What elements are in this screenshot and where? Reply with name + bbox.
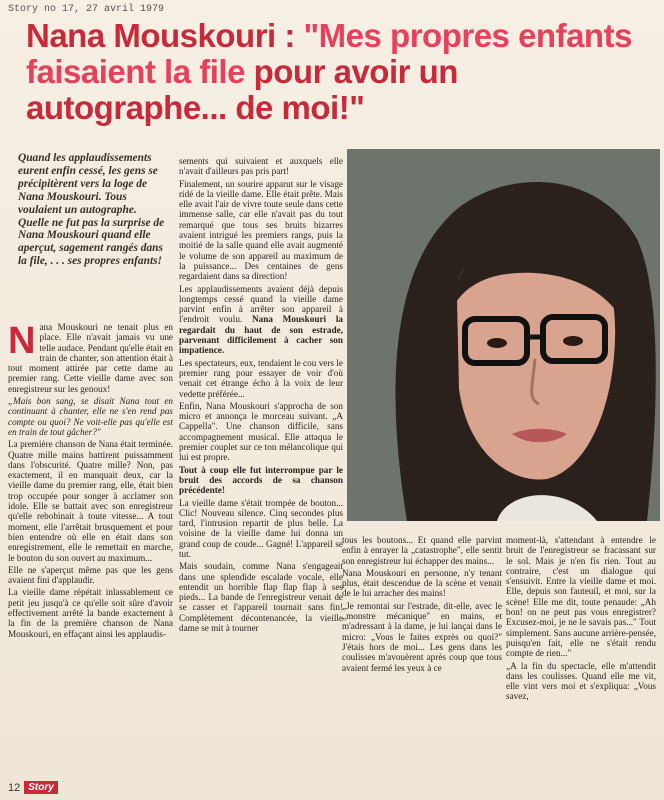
column-2 <box>179 156 343 635</box>
col4-p1: moment-là, s'attendant à entendre le bruit de l'enregistreur se fracassant sur le sol. Mais je n'en fis rien. Tout au contraire, c'est un dialogue qui s'ensuivit. Entre la vieille dame et moi. Elle, depuis son fauteuil, et moi, sur la scène! Elle me dit, toute penaude: „Ah bon! on ne peut pas vous enregistrer? Excusez-moi, je ne le savais pas..." Tout simplement. Sans aucune arrière-pensée, puisqu'en fait, elle ne s'était rendu compte de rien..." <box>506 535 656 659</box>
headline <box>26 18 658 126</box>
col2-p5: Enfin, Nana Mouskouri s'approcha de son micro et annonça le morceau suivant. „A Cappella". Une chanson difficile, sans accompagnement musical. Elle attaqua le premier couplet sur ce ton mélancolique qui lui est propre. <box>179 400 343 463</box>
headline-quote-part2: pour avoir un autographe... de moi!" <box>26 53 458 126</box>
col2-p4: Les spectateurs, eux, tendaient le cou vers le premier rang pour essayer de voir d'où venait cet étrange écho à la voix de leur vedette préférée... <box>179 357 343 399</box>
col2-p1: sements qui suivaient et auxquels elle n'avait d'ailleurs pas pris part! <box>179 156 343 177</box>
col3-p2: Nana Mouskouri en personne, n'y tenant plus, était descendue de la scène et venait de le lui arracher des mains! <box>342 567 502 599</box>
page-number: 12 <box>8 781 21 794</box>
portrait-photo <box>347 149 660 521</box>
column-3 <box>342 535 502 675</box>
portrait-illustration <box>347 149 660 521</box>
col1-p1: ana Mouskouri ne tenait plus en place. Elle n'avait jamais vu une telle audace. Pendant qu'elle était en train de chanter, son attention était à tout moment attirée par cette dame au premier rang. Cette vieille dame avec son enregistreur sur les genoux! <box>8 322 173 394</box>
story-logo: Story <box>24 781 58 794</box>
col2-p3-bold: Nana Mouskouri la regardait du haut de son estrade, parvenant difficilement à cacher son impatience. <box>179 314 343 356</box>
issue-line: Story no 17, 27 avril 1979 <box>8 4 165 15</box>
headline-name: Nana Mouskouri : <box>26 17 295 54</box>
column-1 <box>8 322 173 641</box>
column-4 <box>506 535 656 704</box>
col2-p8: Mais soudain, comme Nana s'engageait dans une splendide escalade vocale, elle entendit un horrible flap flap flap à ses pieds... La bande de l'enregistreur venait de se casser et l'appareil tournait sans fin! Complètement décontenancée, la vieille dame se mit à tourner <box>179 561 343 634</box>
drop-cap: N <box>8 320 36 362</box>
headline-quote-part1: "Mes propres enfants faisaient la file <box>26 17 632 90</box>
col2-p7: La vieille dame s'était trompée de bouton... Clic! Nouveau silence. Cinq secondes plus tard, l'intrusion repartit de plus belle. La voisine de la vieille dame lui donna un grand coup de coude... Gagné! L'appareil se tut. <box>179 497 343 559</box>
col3-p1: tous les boutons... Et quand elle parvint enfin à enrayer la „catastrophe", elle sentit son enregistreur lui échapper des mains... <box>342 535 502 566</box>
col4-p2: „A la fin du spectacle, elle m'attendit dans les coulisses. Quand elle me vit, elle vint vers moi et s'expliqua: „Vous savez, <box>506 660 656 702</box>
intro-paragraph: Quand les applaudissements eurent enfin cessé, les gens se précipitèrent vers la loge de Nana Mouskouri. Tous voulaient un autographe. Quelle ne fut pas la surprise de Nana Mouskouri quand elle aperçut, sagement rangés dans la file, . . . ses propres enfants! <box>18 152 165 268</box>
col2-p2: Finalement, un sourire apparut sur le visage ridé de la vieille dame. Elle était prête. Mais elle avait l'air de vivre toute seule dans cette immense salle, car elle n'avait pas du tout remarqué que tous ses bruits bizarres avaient intrigué les premiers rangs, puis la moitié de la salle quand elle avait augmenté le volume de son appareil au maximum de la puissance... Des centaines de gens regardaient dans sa direction! <box>179 178 343 282</box>
col1-p5: La vieille dame répétait inlassablement ce petit jeu jusqu'à ce qu'elle soit sûre d'avoir effectivement arrêté la bande exactement à la fin de la première chanson de Nana Mouskouri, en effaçant ainsi les applaudis- <box>8 587 173 639</box>
col1-p2: „Mais bon sang, se disait Nana tout en continuant à chanter, elle ne s'en rend pas compte ou quoi? Ne voit-elle pas qu'elle est en train de tout gâcher?" <box>8 396 173 437</box>
col3-p3: „Je remontai sur l'estrade, dit-elle, avec le „monstre mécanique" en mains, et m'adressant à la dame, je lui lançai dans le micro: „Vous le faites exprès ou quoi?" J'étais hors de moi... Les gens dans les coulisses m'avouèrent après coup que tous avaient fermé les yeux à ce <box>342 600 502 673</box>
page-footer <box>8 781 58 794</box>
col2-p3: Les applaudissements avaient déjà depuis longtemps cessé quand la vieille dame parvint enfin à arrêter son appareil à l'endroit voulu. <box>179 283 343 325</box>
col1-p4: Elle ne s'aperçut même pas que les gens avaient fini d'applaudir. <box>8 564 173 586</box>
col2-p6: Tout à coup elle fut interrompue par le bruit des accords de sa chanson précédente! <box>179 464 343 496</box>
col1-p3: La première chanson de Nana était terminée. Quatre mille mains battirent puissamment dans l'obscurité. Quatre mille? Non, pas exactement, il en manquait deux, car la vieille dame du premier rang, elle, était bien trop occupée pour songer à acclamer son idole. Elle se battait avec son enregistreur qu'elle rebobinait à toute vitesse... A tout moment, elle l'arrêtait brusquement et pour bien entendre où elle en était dans son enregistrement, elle le remettait en marche, le bouton du son ouvert au maximum... <box>8 439 173 563</box>
